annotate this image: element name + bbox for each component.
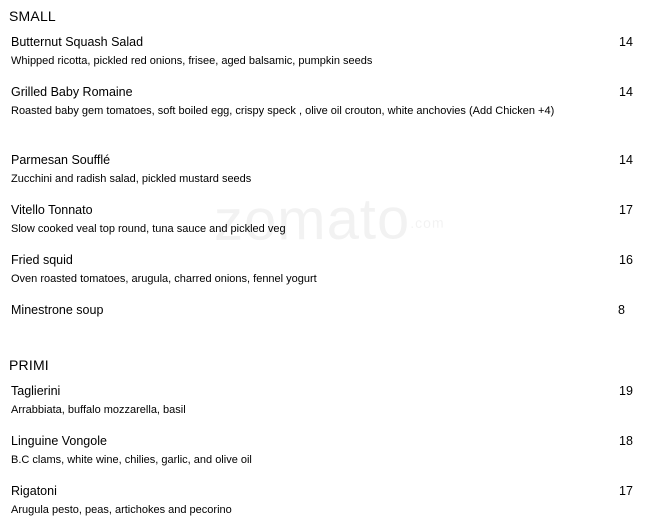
item-price: 19 [619, 384, 633, 398]
item-price: 8 [618, 303, 625, 317]
item-name: Grilled Baby Romaine [11, 85, 133, 99]
item-description: Arrabbiata, buffalo mozzarella, basil [11, 404, 186, 416]
menu-item [11, 432, 633, 470]
menu-item [11, 482, 633, 520]
item-description: Oven roasted tomatoes, arugula, charred onions, fennel yogurt [11, 273, 317, 285]
menu-item [11, 301, 633, 319]
menu-item [11, 83, 633, 121]
menu-item [11, 151, 633, 189]
item-price: 14 [619, 35, 633, 49]
item-description: Arugula pesto, peas, artichokes and pecorino [11, 504, 232, 516]
menu-item [11, 33, 633, 71]
section-title-small: SMALL [9, 8, 56, 24]
item-price: 17 [619, 484, 633, 498]
item-description: Roasted baby gem tomatoes, soft boiled egg, crispy speck , olive oil crouton, white anchovies (Add Chicken +4) [11, 105, 555, 117]
item-description: Whipped ricotta, pickled red onions, frisee, aged balsamic, pumpkin seeds [11, 55, 373, 67]
menu-item [11, 251, 633, 289]
item-price: 18 [619, 434, 633, 448]
item-name: Parmesan Soufflé [11, 153, 111, 167]
item-name: Taglierini [11, 384, 61, 398]
item-name: Rigatoni [11, 484, 57, 498]
item-price: 17 [619, 203, 633, 217]
item-description: Zucchini and radish salad, pickled mustard seeds [11, 173, 252, 185]
menu-item [11, 201, 633, 239]
zomato-watermark: zomato.com [213, 186, 445, 254]
item-description: B.C clams, white wine, chilies, garlic, and olive oil [11, 454, 252, 466]
item-price: 14 [619, 85, 633, 99]
item-price: 14 [619, 153, 633, 167]
item-name: Minestrone soup [11, 303, 104, 317]
menu-item [11, 382, 633, 420]
item-name: Butternut Squash Salad [11, 35, 144, 49]
section-title-primi: PRIMI [9, 357, 49, 373]
item-name: Vitello Tonnato [11, 203, 93, 217]
item-name: Linguine Vongole [11, 434, 107, 448]
item-name: Fried squid [11, 253, 73, 267]
item-description: Slow cooked veal top round, tuna sauce and pickled veg [11, 223, 286, 235]
item-price: 16 [619, 253, 633, 267]
